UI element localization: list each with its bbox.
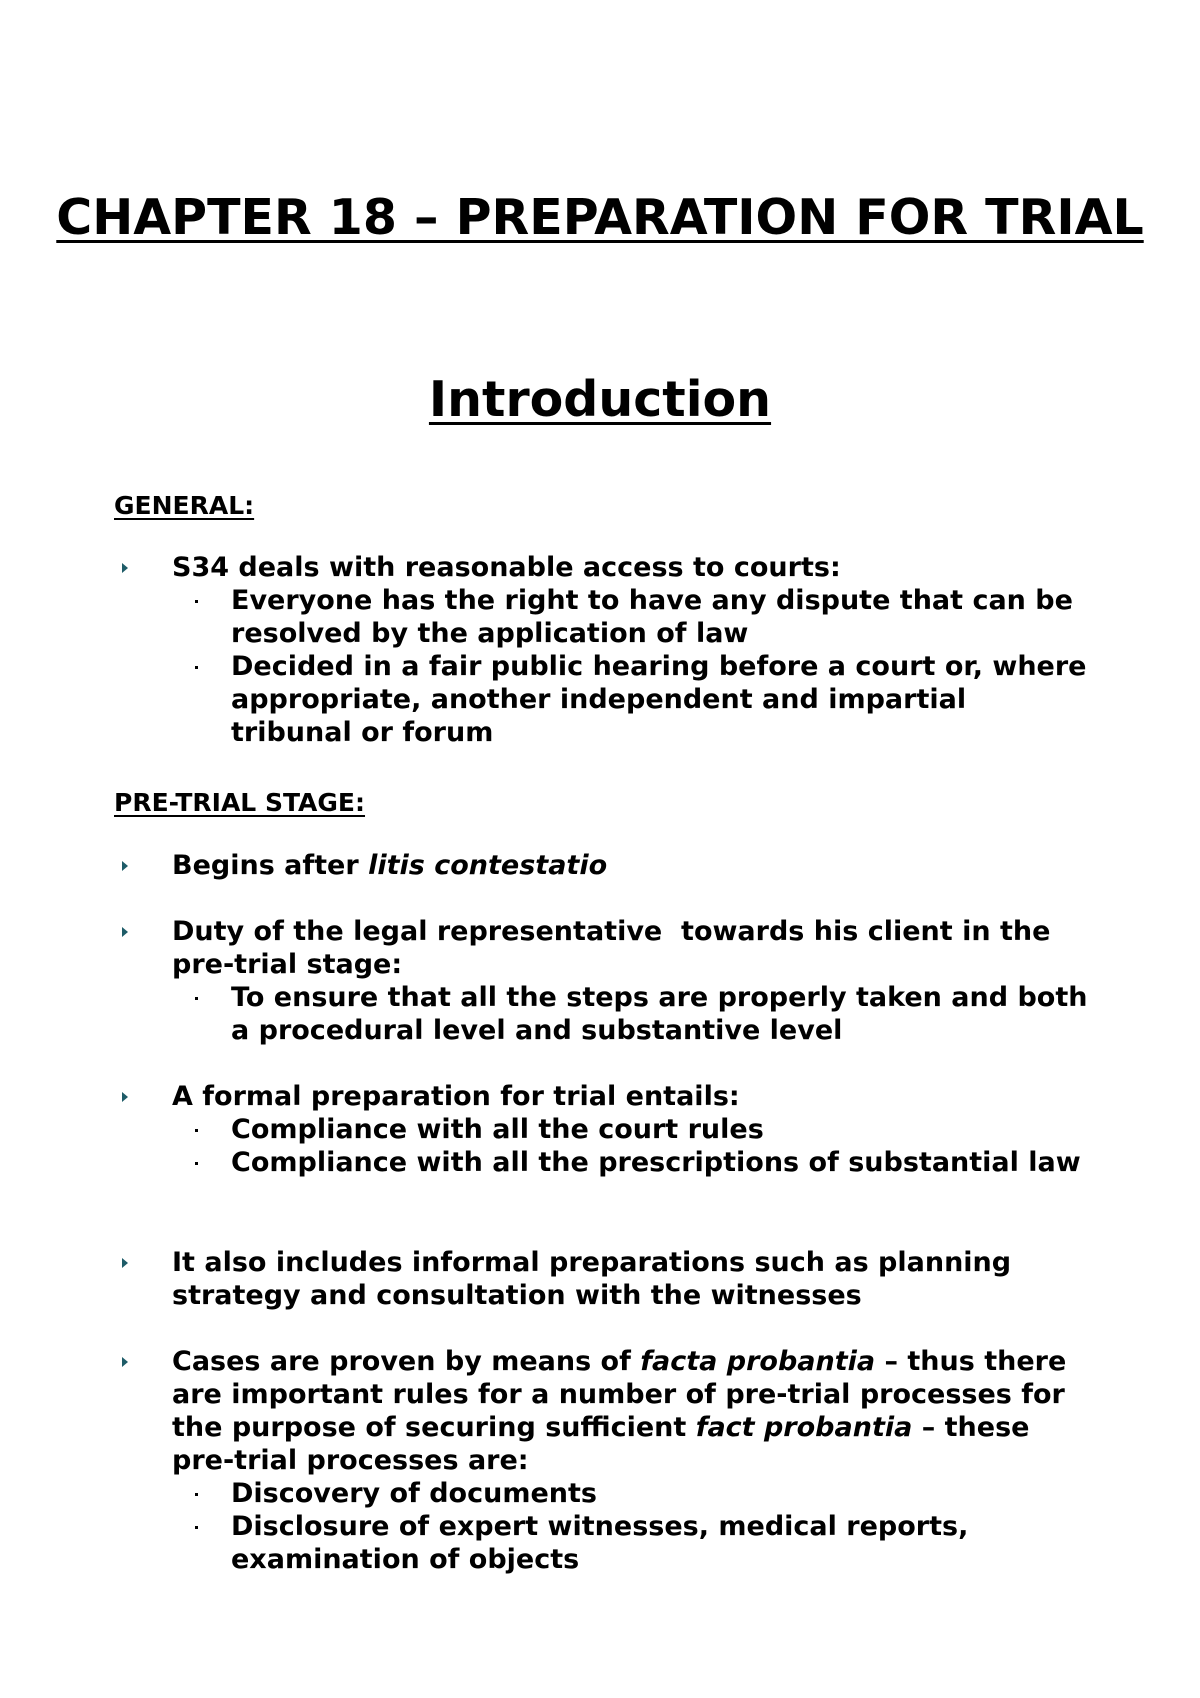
sub-item-text: Compliance with all the prescriptions of substantial law: [231, 1147, 1081, 1178]
list-item-s34: [172, 551, 1082, 584]
dot-bullet-icon: [195, 1129, 198, 1132]
list-item-duty: [172, 915, 1082, 981]
sub-item-substantial-law: [231, 1146, 1091, 1179]
list-item-text: Cases are proven by means of: [172, 1346, 641, 1377]
dot-bullet-icon: [195, 1162, 198, 1165]
list-item-begins-after: [172, 849, 1082, 882]
sub-item-ensure-steps: [231, 981, 1091, 1047]
latin-term: fact probantia: [695, 1412, 913, 1443]
dot-bullet-icon: [195, 600, 198, 603]
pretrial-heading: PRE-TRIAL STAGE:: [114, 788, 366, 817]
sub-item-text: Everyone has the right to have any dispute that can be resolved by the application of law: [231, 585, 1073, 649]
sub-item-text: Compliance with all the court rules: [231, 1114, 764, 1145]
list-item-text: It also includes informal preparations such as planning strategy and consultation with the witnesses: [172, 1247, 1012, 1311]
list-item-text: S34 deals with reasonable access to courts:: [172, 552, 841, 583]
sub-item-right-to-dispute: [231, 584, 1091, 650]
latin-term: facta probantia: [640, 1346, 876, 1377]
dot-bullet-icon: [195, 997, 198, 1000]
list-item-text: – these pre-trial processes are:: [172, 1412, 1039, 1476]
sub-item-fair-hearing: [231, 650, 1091, 749]
latin-term: litis contestatio: [368, 850, 608, 881]
chapter-title: CHAPTER 18 – PREPARATION FOR TRIAL: [56, 189, 1144, 246]
triangle-bullet-icon: [122, 1092, 128, 1102]
list-item-text: – thus there are important rules for a number of pre-trial processes for the purpose of securing sufficient: [172, 1346, 1076, 1443]
list-item-text: Begins after: [172, 850, 369, 881]
sub-item-discovery: [231, 1477, 1091, 1510]
list-item-formal-preparation: [172, 1080, 1082, 1113]
triangle-bullet-icon: [122, 1357, 128, 1367]
list-item-text: A formal preparation for trial entails:: [172, 1081, 740, 1112]
triangle-bullet-icon: [122, 563, 128, 573]
triangle-bullet-icon: [122, 1258, 128, 1268]
sub-item-text: Discovery of documents: [231, 1478, 597, 1509]
dot-bullet-icon: [195, 1526, 198, 1529]
dot-bullet-icon: [195, 1493, 198, 1496]
sub-item-court-rules: [231, 1113, 1091, 1146]
sub-item-text: Disclosure of expert witnesses, medical reports, examination of objects: [231, 1511, 969, 1575]
sub-item-text: Decided in a fair public hearing before a court or, where appropriate, another independent and impartial tribunal or forum: [231, 651, 1087, 748]
sub-item-disclosure: [231, 1510, 1091, 1576]
sub-item-text: To ensure that all the steps are properly taken and both a procedural level and substantive level: [231, 982, 1088, 1046]
triangle-bullet-icon: [122, 861, 128, 871]
triangle-bullet-icon: [122, 927, 128, 937]
list-item-text: Duty of the legal representative towards his client in the pre-trial stage:: [172, 916, 1060, 980]
dot-bullet-icon: [195, 666, 198, 669]
list-item-facta-probantia: [172, 1345, 1082, 1477]
section-title: Introduction: [428, 371, 772, 428]
list-item-informal-preparations: [172, 1246, 1082, 1312]
general-heading: GENERAL:: [114, 491, 255, 520]
